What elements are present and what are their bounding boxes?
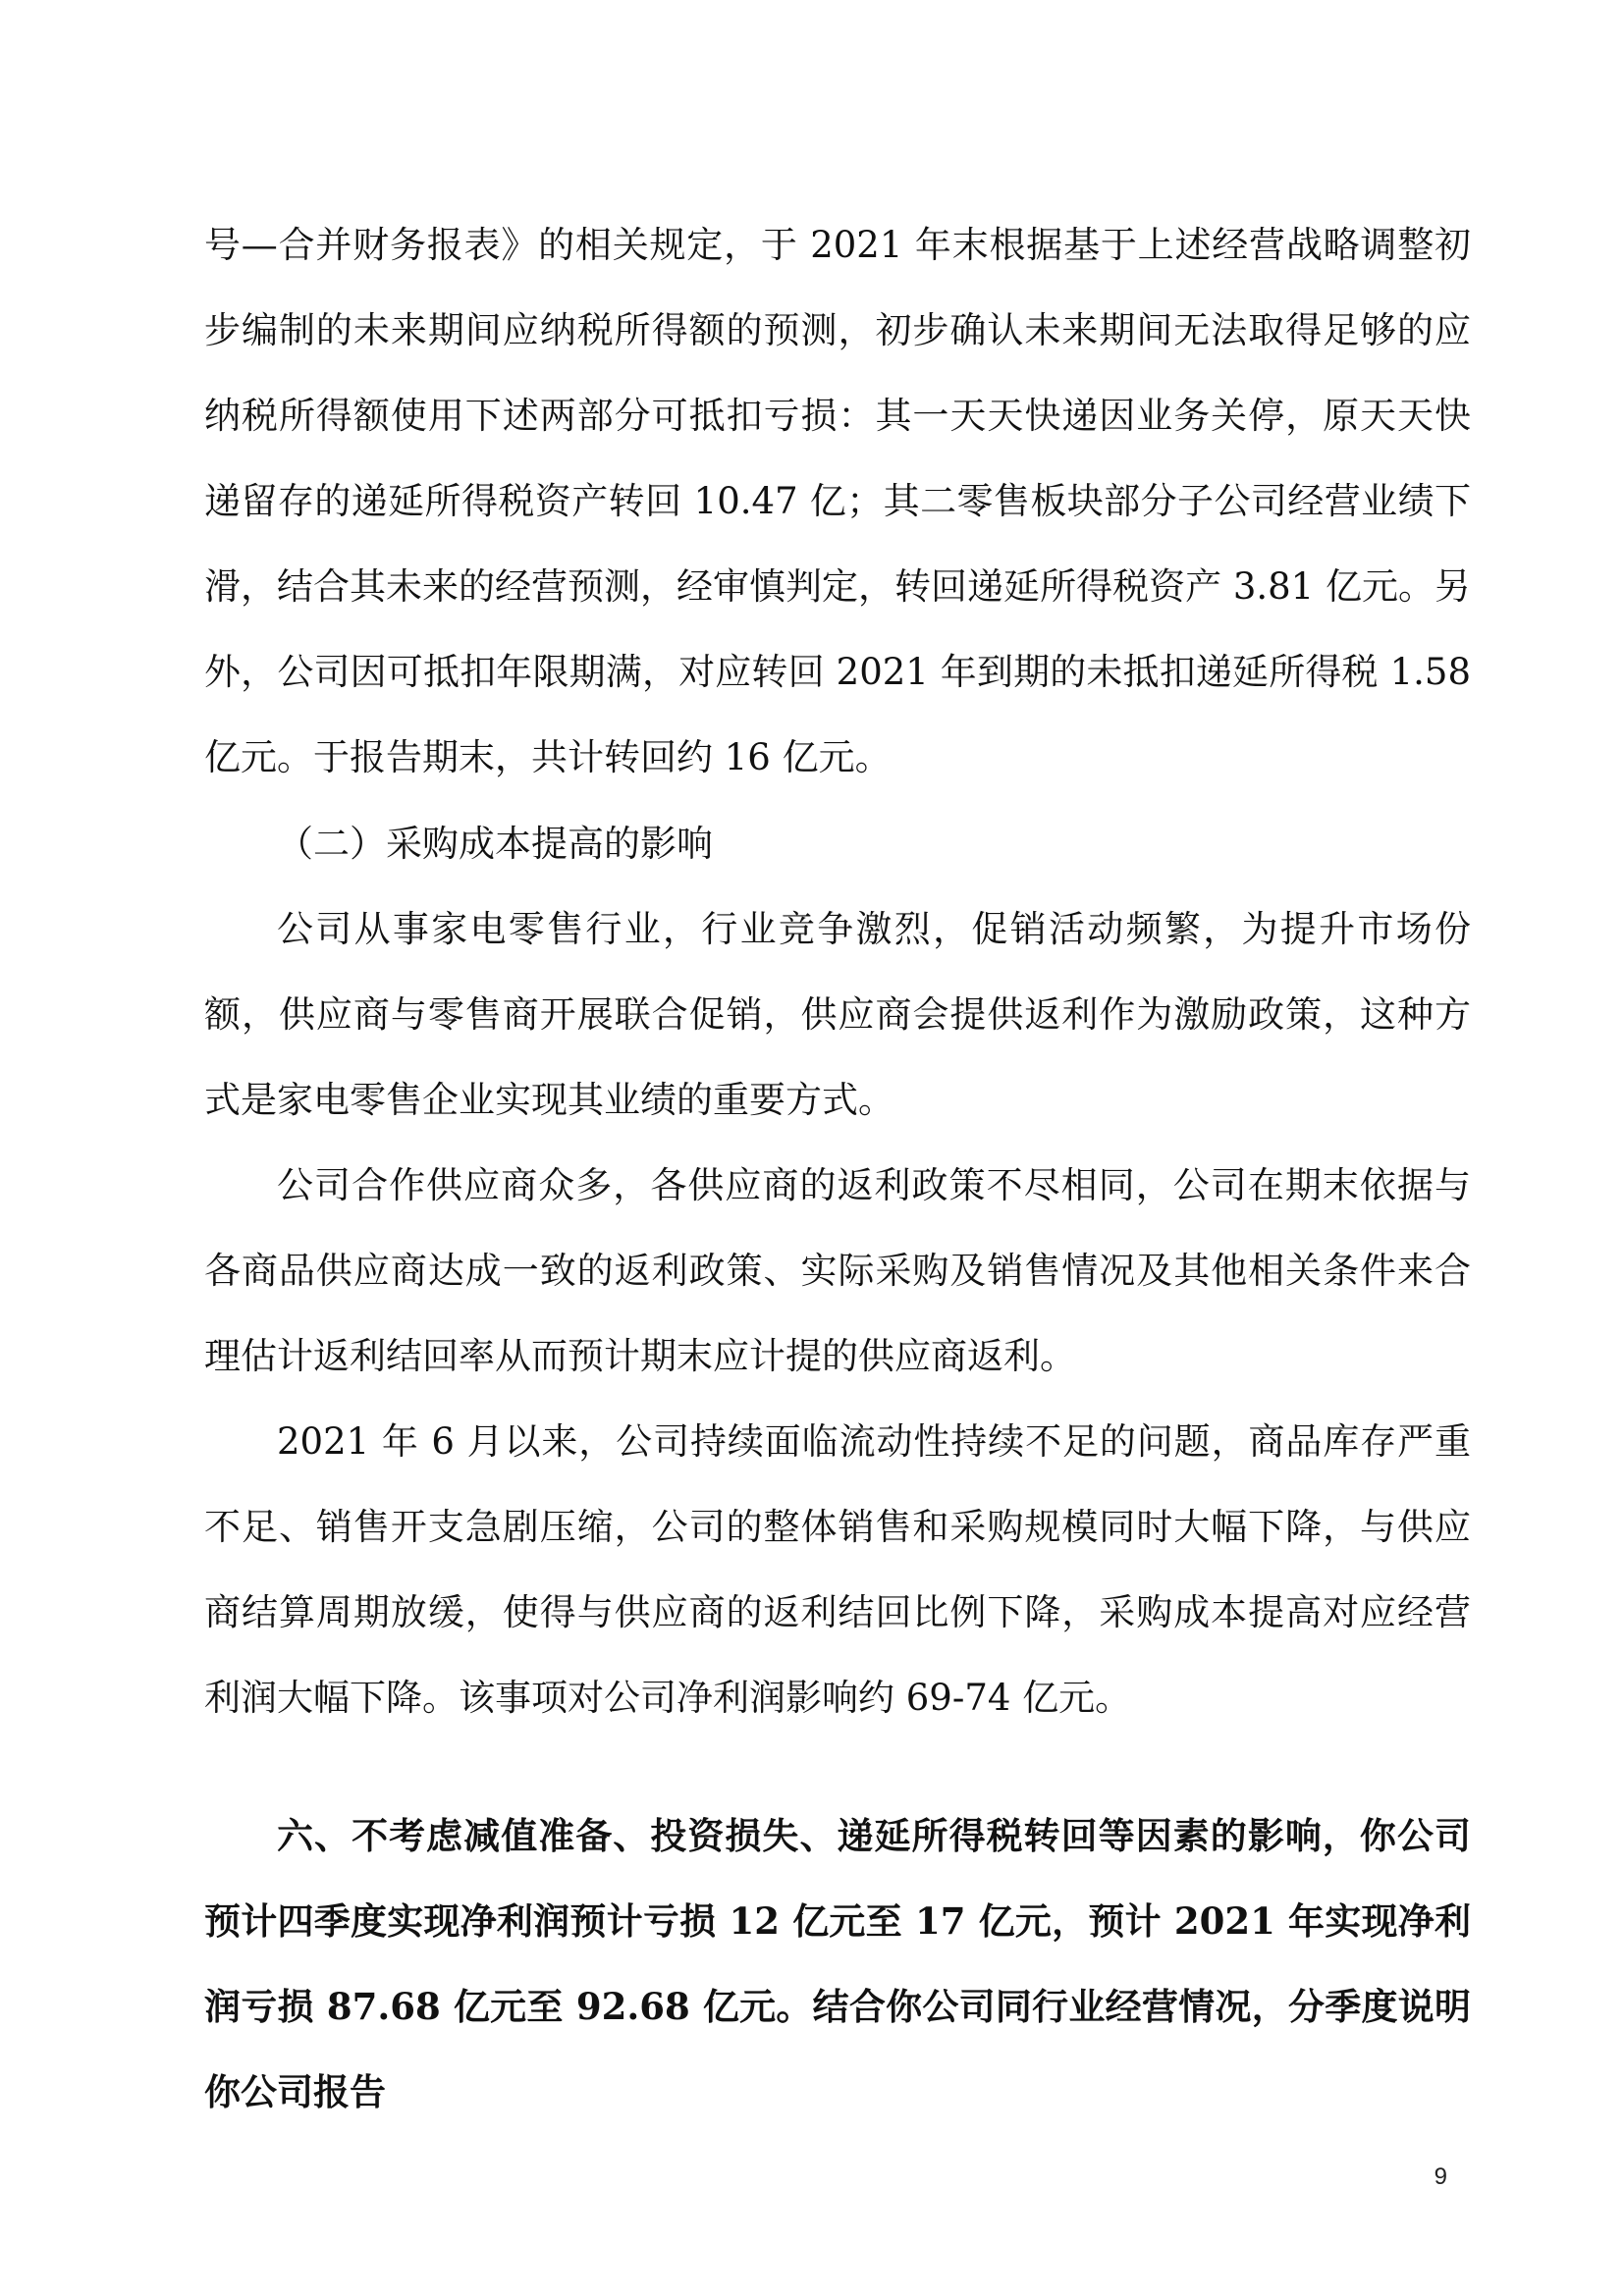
paragraph-deferred-tax-reversal: 号—合并财务报表》的相关规定，于 2021 年末根据基于上述经营战略调整初步编制的未来期间应纳税所得额的预测，初步确认未来期间无法取得足够的应纳税所得额使用下述两部分可抵扣亏损：其一天天快递因业务关停，原天天快递留存的递延所得税资产转回 10.47 亿；其二零售板块部分子公司经营业绩下滑，结合其未来的经营预测，经审慎判定，转回递延所得税资产 3.81 亿元。另外，公司因可抵扣年限期满，对应转回 2021 年到期的未抵扣递延所得税 1.58 亿元。于报告期末，共计转回约 16 亿元。: [204, 224, 1471, 778]
paragraph-industry-rebates: 公司从事家电零售行业，行业竞争激烈，促销活动频繁，为提升市场份额，供应商与零售商开展联合促销，供应商会提供返利作为激励政策，这种方式是家电零售企业实现其业绩的重要方式。: [204, 908, 1471, 1121]
paragraph-question-six: 六、不考虑减值准备、投资损失、递延所得税转回等因素的影响，你公司预计四季度实现净利润预计亏损 12 亿元至 17 亿元，预计 2021 年实现净利润亏损 87.68 亿元至 92.68 亿元。结合你公司同行业经营情况，分季度说明你公司报告: [204, 1814, 1471, 2113]
paragraph-liquidity-impact: 2021 年 6 月以来，公司持续面临流动性持续不足的问题，商品库存严重不足、销售开支急剧压缩，公司的整体销售和采购规模同时大幅下降，与供应商结算周期放缓，使得与供应商的返利结回比例下降，采购成本提高对应经营利润大幅下降。该事项对公司净利润影响约 69-74 亿元。: [204, 1420, 1471, 1719]
section-heading-procurement-cost: （二）采购成本提高的影响: [277, 823, 713, 865]
page-number: 9: [1434, 2163, 1447, 2190]
paragraph-supplier-rebate-policy: 公司合作供应商众多，各供应商的返利政策不尽相同，公司在期末依据与各商品供应商达成一致的返利政策、实际采购及销售情况及其他相关条件来合理估计返利结回率从而预计期末应计提的供应商返利。: [204, 1164, 1471, 1377]
